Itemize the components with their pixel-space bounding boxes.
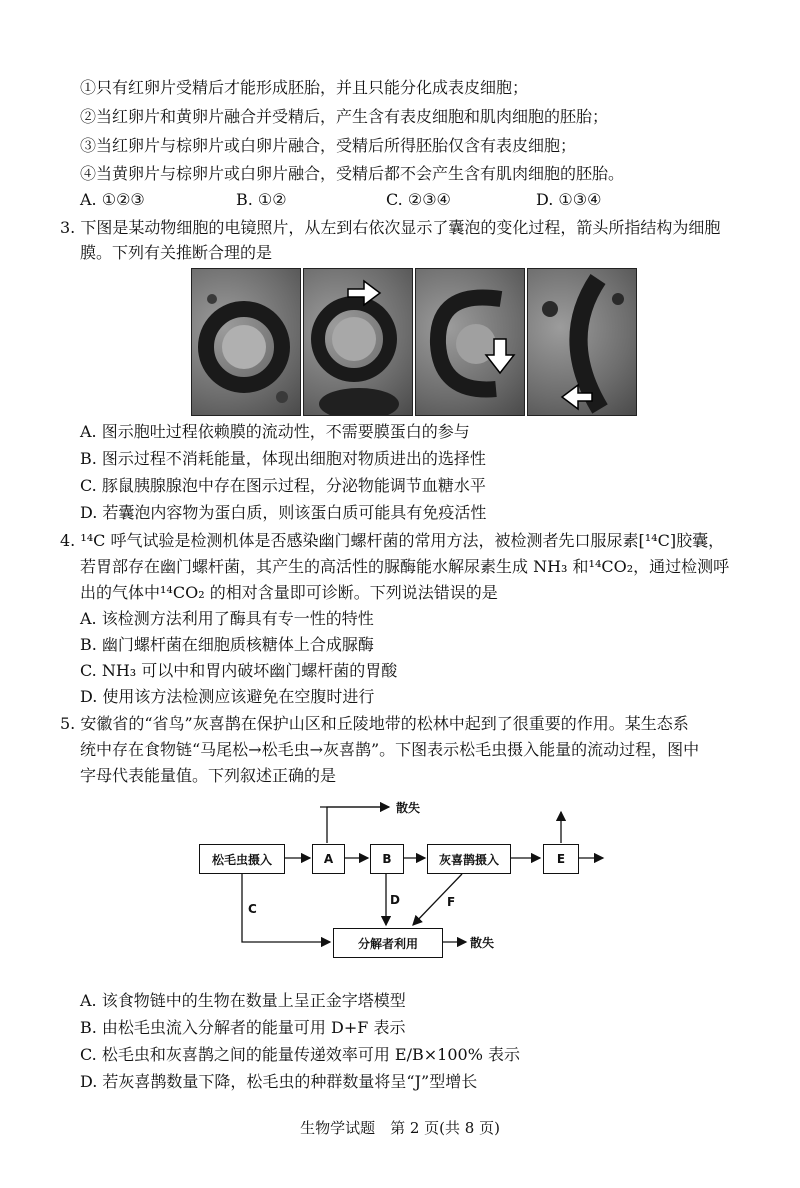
q2-option-d: D. ①③④ [536, 190, 602, 209]
q2-option-b: B. ①② [236, 190, 287, 209]
q4-stem-line-2: 若胃部存在幽门螺杆菌，其产生的高活性的脲酶能水解尿素生成 NH₃ 和¹⁴CO₂，通过检测呼 [80, 557, 730, 576]
box-b: B [370, 844, 404, 874]
q5-stem-line-3: 字母代表能量值。下列叙述正确的是 [80, 766, 337, 785]
q2-option-a: A. ①②③ [80, 190, 145, 209]
q4-stem-line-1: 4. ¹⁴C 呼气试验是检测机体是否感染幽门螺杆菌的常用方法，被检测者先口服尿素[¹⁴C]胶囊， [60, 531, 725, 550]
box-a: A [312, 844, 345, 874]
line-a-loss [327, 807, 389, 843]
q4-option-c: C. NH₃ 可以中和胃内破坏幽门螺杆菌的胃酸 [80, 661, 398, 680]
q3-stem-line-2: 膜。下列有关推断合理的是 [80, 243, 273, 262]
box-pine-caterpillar-intake: 松毛虫摄入 [199, 844, 285, 874]
label-loss-bottom: 散失 [470, 936, 495, 950]
q5-stem-line-2: 统中存在食物链“马尾松→松毛虫→灰喜鹊”。下图表示松毛虫摄入能量的流动过程，图中 [80, 740, 700, 759]
label-f: F [447, 895, 456, 909]
q2-statement-1: ①只有红卵片受精后才能形成胚胎，并且只能分化成表皮细胞； [80, 78, 529, 97]
box-decomposer: 分解者利用 [333, 928, 443, 958]
q3-option-d: D. 若囊泡内容物为蛋白质，则该蛋白质可能具有免疫活性 [80, 503, 487, 522]
q4-option-b: B. 幽门螺杆菌在细胞质核糖体上合成脲酶 [80, 635, 374, 654]
q3-stem-line-1: 3. 下图是某动物细胞的电镜照片，从左到右依次显示了囊泡的变化过程，箭头所指结构为细胞 [60, 218, 721, 237]
q3-option-b: B. 图示过程不消耗能量，体现出细胞对物质进出的选择性 [80, 449, 486, 468]
label-c: C [248, 902, 257, 916]
q3-option-c: C. 豚鼠胰腺腺泡中存在图示过程，分泌物能调节血糖水平 [80, 476, 486, 495]
q5-stem-line-1: 5. 安徽省的“省鸟”灰喜鹊在保护山区和丘陵地带的松林中起到了很重要的作用。某生态系 [60, 714, 689, 733]
page-footer: 生物学试题 第 2 页(共 8 页) [300, 1119, 500, 1137]
q5-option-a: A. 该食物链中的生物在数量上呈正金字塔模型 [80, 991, 406, 1010]
q2-statement-3: ③当红卵片与棕卵片或白卵片融合，受精后所得胚胎仅含有表皮细胞； [80, 136, 577, 155]
label-d: D [390, 893, 400, 907]
q5-option-c: C. 松毛虫和灰喜鹊之间的能量传递效率可用 E/B×100% 表示 [80, 1045, 520, 1064]
q4-option-a: A. 该检测方法利用了酶具有专一性的特性 [80, 609, 374, 628]
box-magpie-intake: 灰喜鹊摄入 [427, 844, 511, 874]
q4-stem-line-3: 出的气体中¹⁴CO₂ 的相对含量即可诊断。下列说法错误的是 [80, 583, 498, 602]
q4-option-d: D. 使用该方法检测应该避免在空腹时进行 [80, 687, 375, 706]
q3-option-a: A. 图示胞吐过程依赖膜的流动性，不需要膜蛋白的参与 [80, 422, 470, 441]
label-loss-top: 散失 [396, 801, 421, 815]
box-e: E [543, 844, 579, 874]
q5-option-b: B. 由松毛虫流入分解者的能量可用 D+F 表示 [80, 1018, 406, 1037]
q2-statement-4: ④当黄卵片与棕卵片或白卵片融合，受精后都不会产生含有肌肉细胞的胚胎。 [80, 164, 625, 183]
q5-option-d: D. 若灰喜鹊数量下降，松毛虫的种群数量将呈“J”型增长 [80, 1072, 478, 1091]
q2-statement-2: ②当红卵片和黄卵片融合并受精后，产生含有表皮细胞和肌肉细胞的胚胎； [80, 107, 609, 126]
q2-option-c: C. ②③④ [386, 190, 451, 209]
